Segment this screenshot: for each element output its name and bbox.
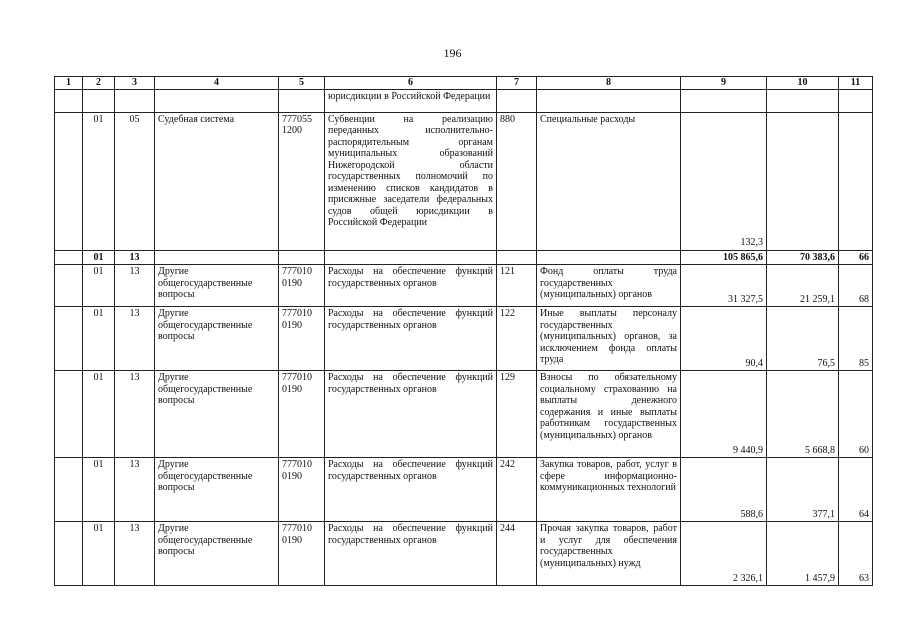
cell-percent: 85 — [839, 307, 873, 371]
cell-target-code: 777010 0190 — [279, 307, 325, 371]
cell-c1 — [55, 250, 83, 265]
header-cell-4: 4 — [155, 77, 279, 90]
cell-plan: 9 440,9 — [681, 371, 767, 458]
cell-expense-name — [537, 89, 681, 112]
cell-section: 01 — [83, 307, 115, 371]
cell-section: 01 — [83, 250, 115, 265]
cell-subsection: 05 — [115, 112, 155, 250]
cell-actual: 70 383,6 — [767, 250, 839, 265]
cell-actual — [767, 89, 839, 112]
cell-c1 — [55, 112, 83, 250]
cell-actual: 76,5 — [767, 307, 839, 371]
cell-plan: 588,6 — [681, 458, 767, 522]
cell-section: 01 — [83, 371, 115, 458]
cell-percent: 63 — [839, 522, 873, 586]
cell-actual: 21 259,1 — [767, 265, 839, 307]
cell-plan: 2 326,1 — [681, 522, 767, 586]
cell-expense-name — [537, 250, 681, 265]
cell-subsection — [115, 89, 155, 112]
cell-expense-name: Специальные расходы — [537, 112, 681, 250]
cell-section: 01 — [83, 458, 115, 522]
cell-target-name — [325, 250, 497, 265]
cell-expense-name: Взносы по обязательному социальному страхованию на выплаты денежного содержания и иные выплаты работникам государственных (муниципальных) органов — [537, 371, 681, 458]
cell-subsection: 13 — [115, 371, 155, 458]
cell-target-code — [279, 250, 325, 265]
header-row — [55, 77, 873, 90]
cell-subsection: 13 — [115, 250, 155, 265]
cell-plan: 105 865,6 — [681, 250, 767, 265]
cell-section: 01 — [83, 112, 115, 250]
cell-plan: 132,3 — [681, 112, 767, 250]
cell-actual: 377,1 — [767, 458, 839, 522]
table-row — [55, 371, 873, 458]
cell-target-code: 777010 0190 — [279, 458, 325, 522]
cell-name — [155, 89, 279, 112]
cell-expense-name: Фонд оплаты труда государственных (муниципальных) органов — [537, 265, 681, 307]
cell-target-code — [279, 89, 325, 112]
cell-target-name: Расходы на обеспечение функций государственных органов — [325, 307, 497, 371]
cell-name: Другие общегосударственные вопросы — [155, 265, 279, 307]
cell-target-name: Расходы на обеспечение функций государственных органов — [325, 371, 497, 458]
cell-percent: 60 — [839, 371, 873, 458]
cell-target-name: Расходы на обеспечение функций государственных органов — [325, 458, 497, 522]
header-cell-6: 6 — [325, 77, 497, 90]
cell-section: 01 — [83, 522, 115, 586]
table-row — [55, 112, 873, 250]
header-cell-7: 7 — [497, 77, 537, 90]
cell-c1 — [55, 458, 83, 522]
cell-name: Другие общегосударственные вопросы — [155, 458, 279, 522]
cell-target-code: 777010 0190 — [279, 371, 325, 458]
cell-expense-type — [497, 250, 537, 265]
cell-target-code: 777010 0190 — [279, 265, 325, 307]
header-cell-3: 3 — [115, 77, 155, 90]
cell-percent: 68 — [839, 265, 873, 307]
cell-subsection: 13 — [115, 265, 155, 307]
header-cell-11: 11 — [839, 77, 873, 90]
cell-actual: 1 457,9 — [767, 522, 839, 586]
cell-subsection: 13 — [115, 307, 155, 371]
header-cell-9: 9 — [681, 77, 767, 90]
cell-c1 — [55, 307, 83, 371]
cell-subsection: 13 — [115, 458, 155, 522]
cell-expense-name: Иные выплаты персоналу государственных (муниципальных) органов, за исключением фонда оплаты труда — [537, 307, 681, 371]
cell-expense-type: 244 — [497, 522, 537, 586]
cell-target-name: юрисдикции в Российской Федерации — [325, 89, 497, 112]
cell-expense-name: Закупка товаров, работ, услуг в сфере информационно-коммуникационных технологий — [537, 458, 681, 522]
cell-section — [83, 89, 115, 112]
cell-plan: 31 327,5 — [681, 265, 767, 307]
cell-plan — [681, 89, 767, 112]
cell-actual: 5 668,8 — [767, 371, 839, 458]
cell-expense-type: 129 — [497, 371, 537, 458]
cell-expense-type: 880 — [497, 112, 537, 250]
cell-target-code: 777010 0190 — [279, 522, 325, 586]
cell-target-name: Субвенции на реализацию переданных исполнительно-распорядительным органам муниципальных образований Нижегородской области государственных полномочий по изменению списков кандидатов в присяжные заседатели федеральных судов общей юрисдикции в Российской Федерации — [325, 112, 497, 250]
cell-c1 — [55, 265, 83, 307]
cell-expense-type — [497, 89, 537, 112]
cell-target-name: Расходы на обеспечение функций государственных органов — [325, 265, 497, 307]
cell-c1 — [55, 89, 83, 112]
header-cell-1: 1 — [55, 77, 83, 90]
cell-expense-type: 242 — [497, 458, 537, 522]
cell-name: Другие общегосударственные вопросы — [155, 522, 279, 586]
page-number: 196 — [443, 46, 462, 60]
cell-expense-type: 122 — [497, 307, 537, 371]
cell-actual — [767, 112, 839, 250]
cell-expense-name: Прочая закупка товаров, работ и услуг для обеспечения государственных (муниципальных) нужд — [537, 522, 681, 586]
cell-percent — [839, 112, 873, 250]
cell-name — [155, 250, 279, 265]
cell-expense-type: 121 — [497, 265, 537, 307]
cell-plan: 90,4 — [681, 307, 767, 371]
cell-percent: 66 — [839, 250, 873, 265]
cell-percent — [839, 89, 873, 112]
table-row — [55, 522, 873, 586]
table-row — [55, 265, 873, 307]
cell-subsection: 13 — [115, 522, 155, 586]
cell-percent: 64 — [839, 458, 873, 522]
cell-target-name: Расходы на обеспечение функций государственных органов — [325, 522, 497, 586]
cell-section: 01 — [83, 265, 115, 307]
header-cell-2: 2 — [83, 77, 115, 90]
table-row — [55, 89, 873, 112]
subtotal-row — [55, 250, 873, 265]
header-cell-5: 5 — [279, 77, 325, 90]
cell-c1 — [55, 371, 83, 458]
cell-name: Судебная система — [155, 112, 279, 250]
header-cell-10: 10 — [767, 77, 839, 90]
cell-target-code: 777055 1200 — [279, 112, 325, 250]
cell-name: Другие общегосударственные вопросы — [155, 371, 279, 458]
budget-table — [54, 76, 873, 586]
cell-name: Другие общегосударственные вопросы — [155, 307, 279, 371]
table-row — [55, 458, 873, 522]
cell-c1 — [55, 522, 83, 586]
header-cell-8: 8 — [537, 77, 681, 90]
table-row — [55, 307, 873, 371]
